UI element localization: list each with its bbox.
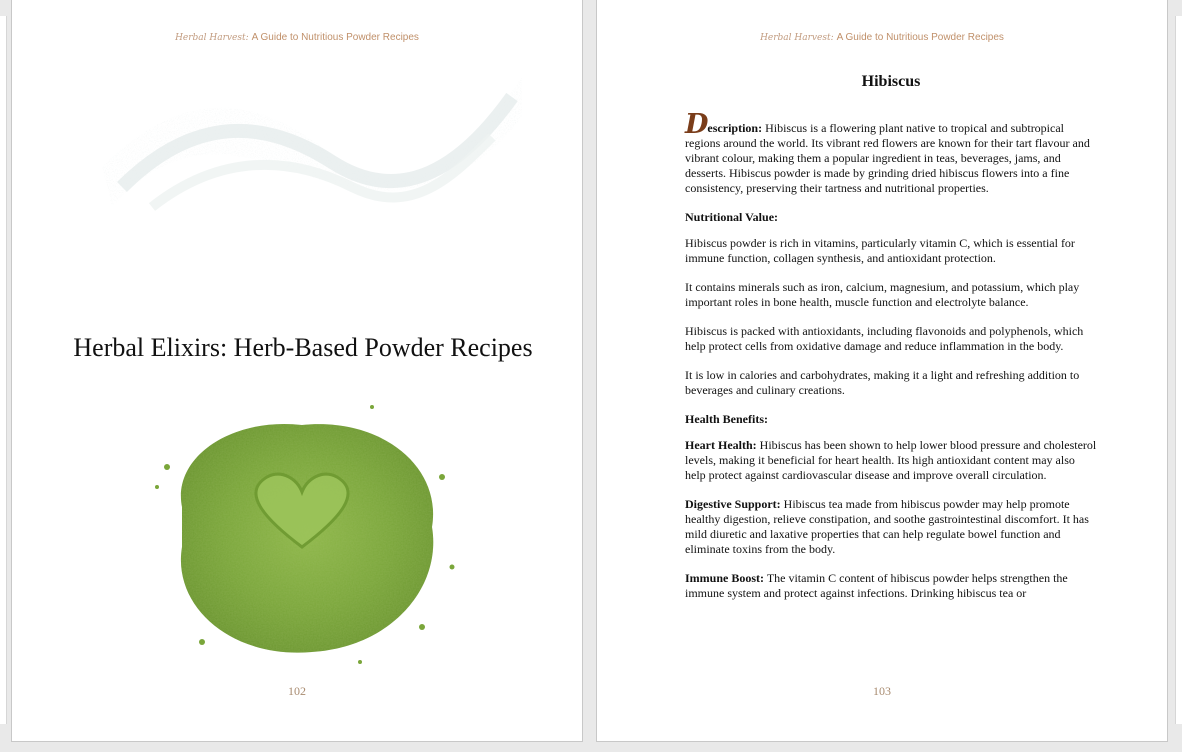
previous-page-edge [0, 16, 7, 724]
benefit-paragraph [685, 497, 1097, 557]
nutritional-paragraph: Hibiscus powder is rich in vitamins, particularly vitamin C, which is essential for immune function, collagen synthesis, and antioxidant protection. [685, 236, 1075, 265]
document-page-right [596, 0, 1168, 742]
matcha-powder-heart-image [142, 397, 462, 667]
section-heading: Hibiscus [861, 73, 921, 90]
benefit-label: Digestive Support: [685, 497, 781, 511]
benefit-text: Hibiscus tea made from hibiscus powder may help promote healthy digestion, relieve constipation, and soothe gastrointestinal discomfort. It has mild diuretic and laxative properties that can help regulate bowel function and eliminate toxins from the body. [685, 497, 1089, 556]
cover-title: Herbal Elixirs: Herb-Based Powder Recipes [73, 333, 533, 362]
drop-cap: D [685, 109, 709, 140]
header-script-text: Herbal Harvest: [760, 33, 834, 43]
nutritional-paragraph: Hibiscus is packed with antioxidants, including flavonoids and polyphenols, which help protect cells from oxidative damage and reduce inflammation in the body. [685, 324, 1084, 353]
header-title: A Guide to Nutritious Powder Recipes [836, 32, 1004, 43]
page-content [685, 71, 1097, 615]
benefit-label: Heart Health: [685, 438, 757, 452]
nutritional-value-heading: Nutritional Value: [685, 210, 779, 224]
header-script-text: Herbal Harvest: [175, 33, 249, 43]
description-label: escription: [707, 121, 763, 135]
benefit-paragraph [685, 571, 1097, 601]
benefit-label: Immune Boost: [685, 571, 765, 585]
nutritional-paragraph: It is low in calories and carbohydrates, making it a light and refreshing addition to beverages and culinary creations. [685, 368, 1080, 397]
benefit-text: The vitamin C content of hibiscus powder helps strengthen the immune system and protect against infections. Drinking hibiscus tea or [685, 571, 1068, 600]
nutritional-paragraph: It contains minerals such as iron, calcium, magnesium, and potassium, which play important roles in bone health, muscle function and electrolyte balance. [685, 280, 1080, 309]
page-number: 103 [873, 684, 891, 698]
powder-swirl-image [92, 57, 532, 257]
description-text: Hibiscus is a flowering plant native to tropical and subtropical regions around the world. Its vibrant red flowers are known for their tart flavour and vibrant colour, making them a popular ingredient in teas, beverages, jams, and desserts. Hibiscus powder is made by grinding dried hibiscus flowers into a fine consistency, preserving their tartness and nutritional properties. [685, 121, 1090, 195]
header-title: A Guide to Nutritious Powder Recipes [251, 32, 419, 43]
health-benefits-heading: Health Benefits: [685, 412, 768, 426]
document-page-left [11, 0, 583, 742]
page-number: 102 [288, 684, 306, 698]
running-header [597, 32, 1167, 43]
running-header [12, 32, 582, 43]
benefit-paragraph [685, 438, 1097, 483]
description-paragraph [685, 109, 1097, 196]
benefit-text: Hibiscus has been shown to help lower blood pressure and cholesterol levels, making it beneficial for heart health. Its high antioxidant content may also help protect against cardiovascular disease and improve overall circulation. [685, 438, 1097, 482]
next-page-edge [1175, 16, 1182, 724]
